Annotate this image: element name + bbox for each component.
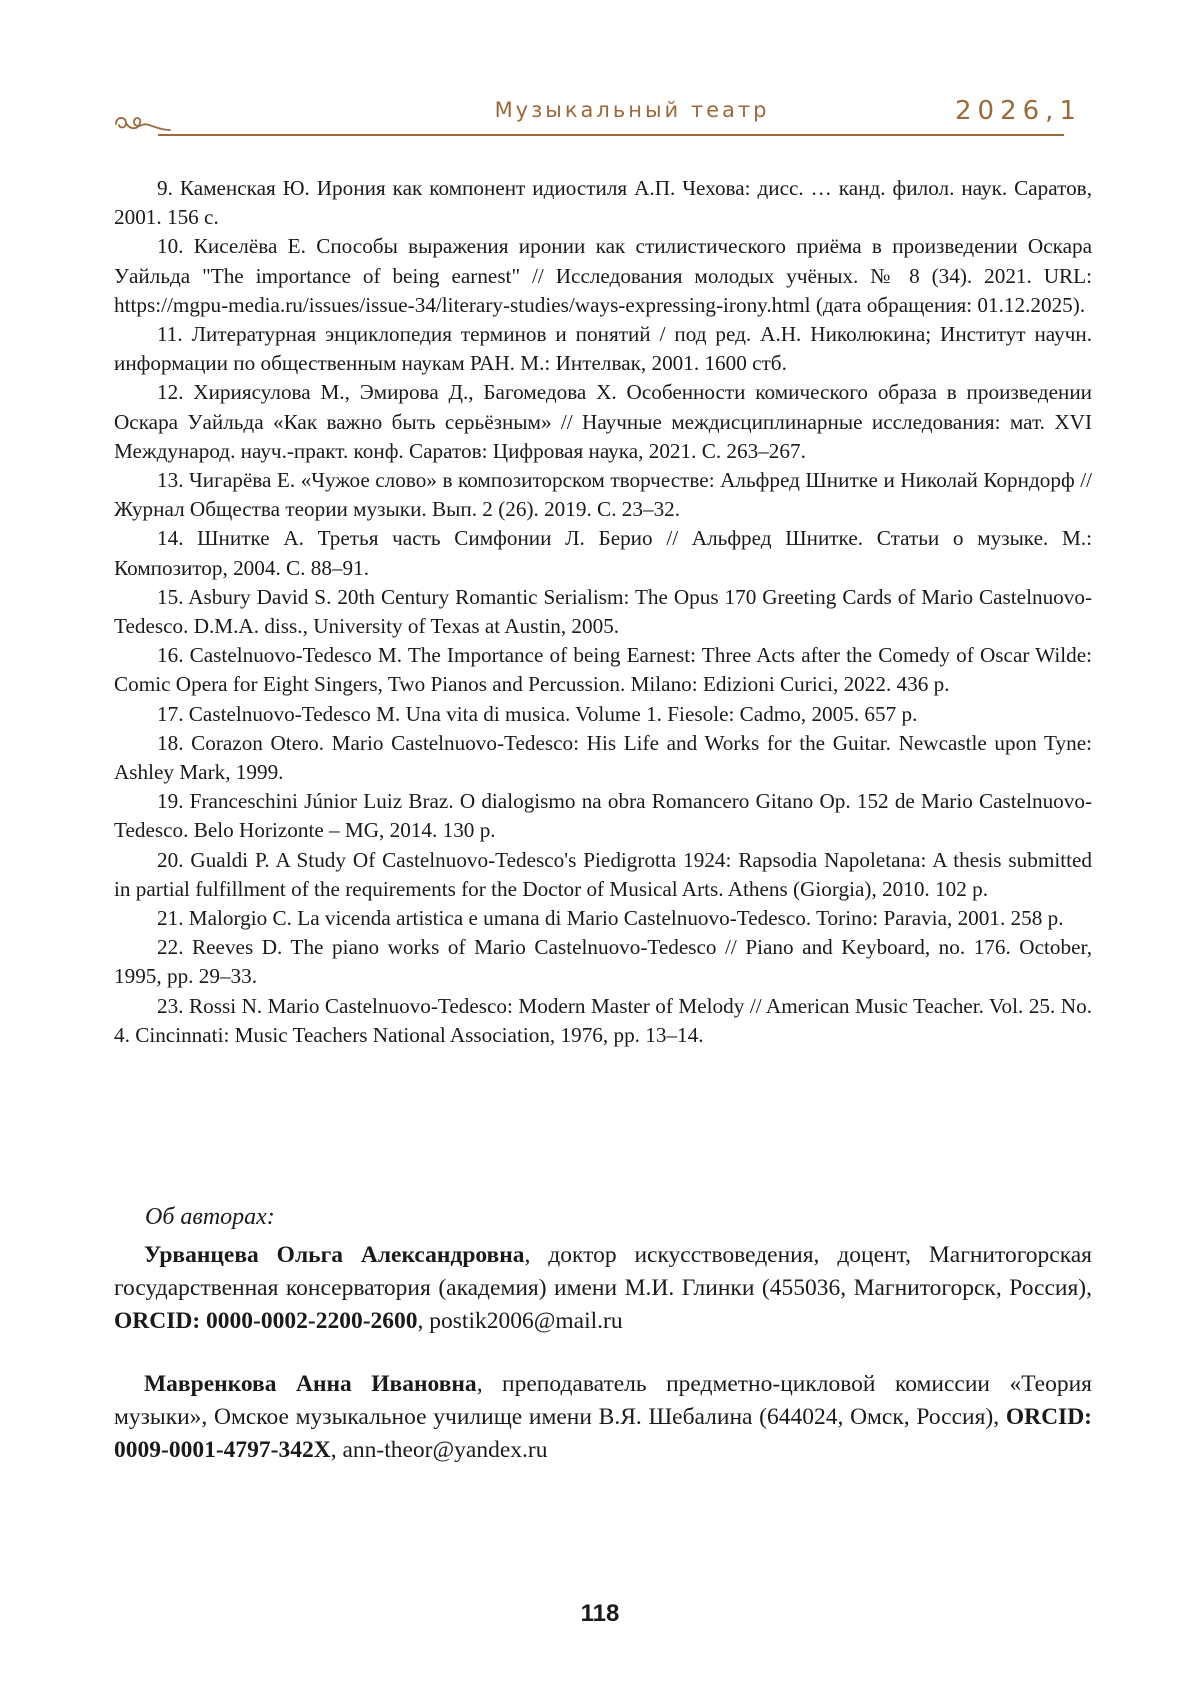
reference-list: [114, 174, 1092, 1050]
reference-item: 13. Чигарёва Е. «Чужое слово» в композиторском творчестве: Альфред Шнитке и Николай Корндорф // Журнал Общества теории музыки. Вып. 2 (26). 2019. С. 23–32.: [114, 468, 1092, 522]
reference-item: 11. Литературная энциклопедия терминов и понятий / под ред. А.Н. Николюкина; Институт научн. информации по общественным наукам РАН. М.: Интелвак, 2001. 1600 стб.: [114, 322, 1092, 376]
reference-item: 15. Asbury David S. 20th Century Romantic Serialism: The Opus 170 Greeting Cards of Mario Castelnuovo-Tedesco. D.M.A. diss., University of Texas at Austin, 2005.: [114, 584, 1092, 639]
author-entry: [114, 1368, 1092, 1467]
reference-item: 18. Corazon Otero. Mario Castelnuovo-Tedesco: His Life and Works for the Guitar. Newcastle upon Tyne: Ashley Mark, 1999.: [114, 730, 1092, 785]
author-name: Мавренкова Анна Ивановна: [144, 1371, 477, 1397]
journal-title: Музыкальный театр: [494, 98, 770, 122]
issue-number: 2026,1: [955, 96, 1082, 126]
reference-item: 17. Castelnuovo-Tedesco M. Una vita di musica. Volume 1. Fiesole: Cadmo, 2005. 657 p.: [157, 701, 918, 726]
author-name: Урванцева Ольга Александровна: [144, 1242, 525, 1268]
author-email: , postik2006@mail.ru: [417, 1308, 623, 1334]
page-number: 118: [580, 1600, 620, 1627]
header-rule: [158, 134, 1064, 136]
author-entry: [114, 1239, 1092, 1338]
reference-item: 19. Franceschini Júnior Luiz Braz. O dialogismo na obra Romancero Gitano Op. 152 de Mario Castelnuovo-Tedesco. Belo Horizonte – MG, 2014. 130 p.: [114, 789, 1092, 843]
reference-item: 14. Шнитке А. Третья часть Симфонии Л. Берио // Альфред Шнитке. Статьи о музыке. М.: Композитор, 2004. С. 88–91.: [114, 526, 1092, 580]
reference-item: 23. Rossi N. Mario Castelnuovo-Tedesco: Modern Master of Melody // American Music Teacher. Vol. 25. No. 4. Cincinnati: Music Teachers National Association, 1976, pp. 13–14.: [114, 993, 1092, 1047]
author-email: , ann-theor@yandex.ru: [330, 1437, 548, 1463]
author-orcid: ORCID: 0000-0002-2200-2600: [114, 1308, 418, 1334]
authors-heading: Об авторах:: [145, 1204, 275, 1230]
reference-item: 21. Malorgio C. La vicenda artistica e umana di Mario Castelnuovo-Tedesco. Torino: Paravia, 2001. 258 p.: [157, 906, 1064, 931]
reference-item: 16. Castelnuovo-Tedesco M. The Importance of being Earnest: Three Acts after the Comedy of Oscar Wilde: Comic Opera for Eight Singers, Two Pianos and Percussion. Milano: Edizioni Curici, 2022. 436 p.: [114, 643, 1092, 697]
reference-item: 9. Каменская Ю. Ирония как компонент идиостиля А.П. Чехова: дисс. … канд. филол. наук. Саратов, 2001. 156 с.: [114, 176, 1092, 230]
running-header: [112, 96, 1082, 146]
author-orcid: ORCID: 0009-0001-4797-342X: [114, 1404, 1092, 1463]
reference-item: 20. Gualdi P. A Study Of Castelnuovo-Tedesco's Piedigrotta 1924: Rapsodia Napoletana: A thesis submitted in partial fulfillment of the requirements for the Doctor of Musical Arts. Athens (Giorgia), 2010. 102 p.: [114, 847, 1092, 901]
author-description: , доктор искусствоведения, доцент, Магнитогорская государственная консерватория (академия) имени М.И. Глинки (455036, Магнитогорск, Россия),: [114, 1242, 1092, 1301]
reference-item: 12. Хириясулова М., Эмирова Д., Багомедова Х. Особенности комического образа в произведении Оскара Уайльда «Как важно быть серьёзным» // Научные междисциплинарные исследования: мат. XVI Международ. науч.-практ. конф. Саратов: Цифровая наука, 2021. С. 263–267.: [114, 380, 1092, 463]
author-description: , преподаватель предметно-цикловой комиссии «Теория музыки», Омское музыкальное училище имени В.Я. Шебалина (644024, Омск, Россия),: [114, 1371, 1092, 1430]
reference-item: 10. Киселёва Е. Способы выражения иронии как стилистического приёма в произведении Оскара Уайльда "The importance of being earnest" // Исследования молодых учёных. № 8 (34). 2021. URL: https://mgpu-media.ru/issues/issue-34/literary-studies/ways-expressing-irony.html (дата обращения: 01.12.2025).: [114, 234, 1092, 317]
reference-item: 22. Reeves D. The piano works of Mario Castelnuovo-Tedesco // Piano and Keyboard, no. 176. October, 1995, pp. 29–33.: [114, 935, 1092, 989]
